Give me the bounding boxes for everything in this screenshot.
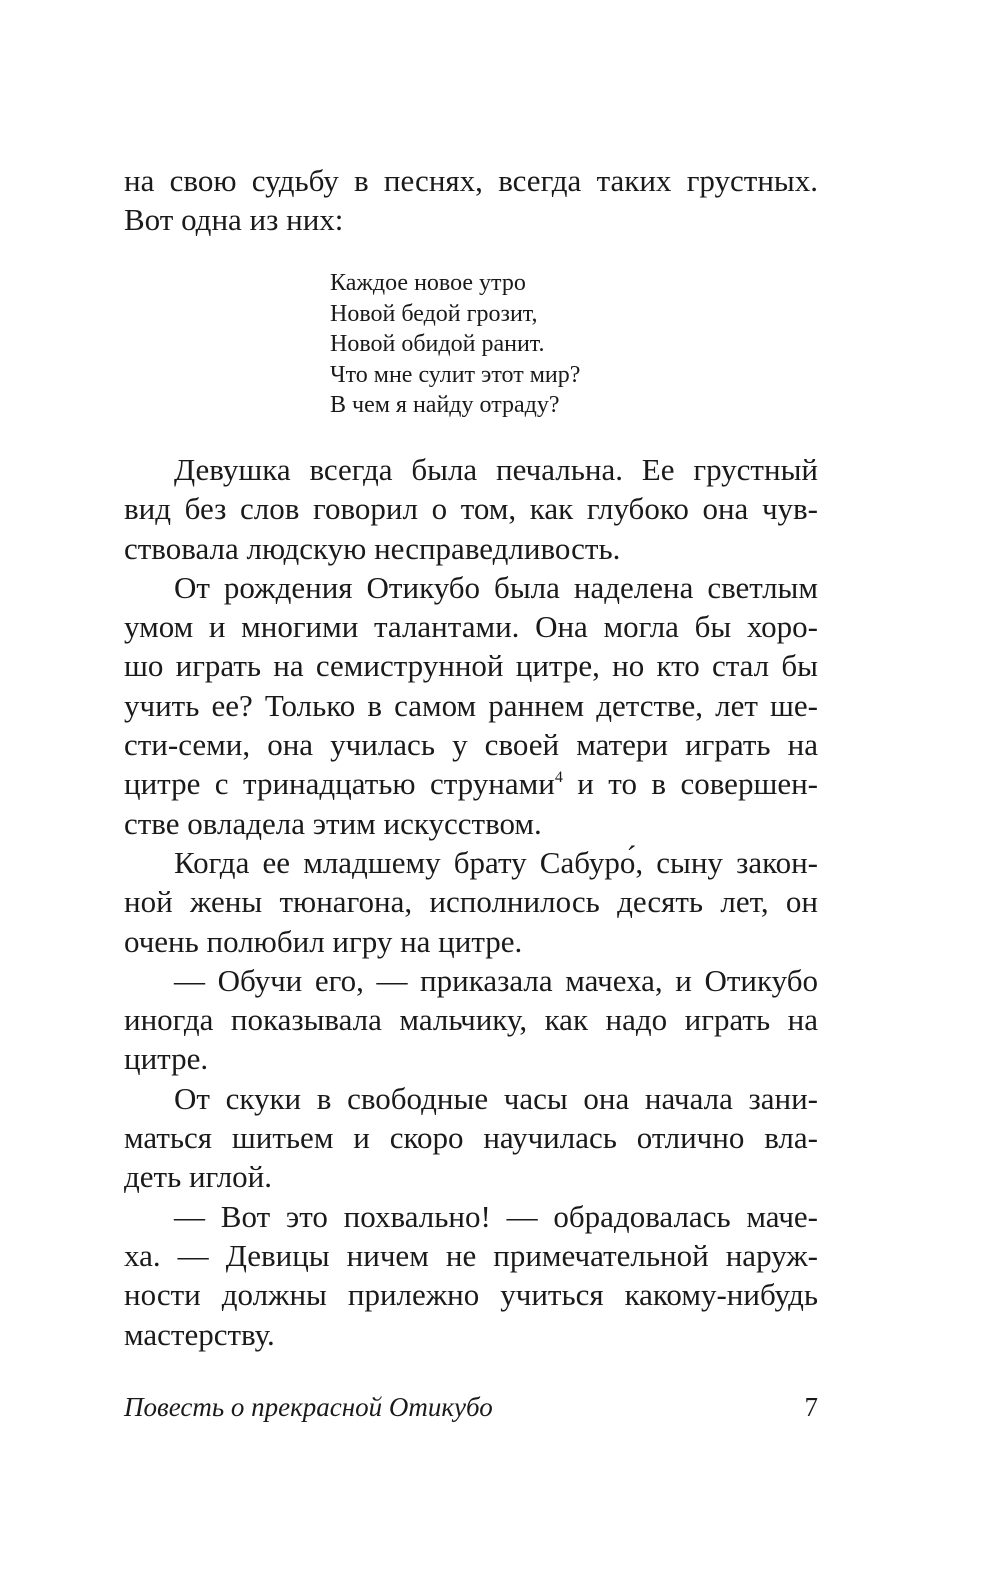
- footnote-marker[interactable]: 4: [554, 769, 563, 787]
- page-footer: [124, 1390, 818, 1424]
- text-line: шо играть на семиструнной цитре, но кто стал бы: [124, 648, 818, 684]
- text-line: [124, 764, 818, 803]
- text-line: сти-семи, она училась у своей матери играть на: [124, 727, 818, 763]
- text-line: ствовала людскую несправедливость.: [124, 530, 621, 566]
- text-top: [124, 161, 818, 240]
- poem-line: Что мне сулит этот мир?: [330, 361, 581, 388]
- poem-line: В чем я найду отраду?: [330, 392, 560, 418]
- text-line: ной жены тюнагона, исполнилось десять лет, он: [124, 884, 818, 920]
- text-line: вид без слов говорил о том, как глубоко она чув-: [124, 491, 818, 527]
- text-line: деть иглой.: [124, 1159, 273, 1195]
- text-line: на свою судьбу в песнях, всегда таких грустных.: [124, 163, 818, 198]
- text-line: маться шитьем и скоро научилась отлично вла-: [124, 1120, 818, 1156]
- text-line: — Вот это похвально! — обрадовалась маче-: [174, 1198, 818, 1234]
- text-line: ности должны прилежно учиться какому-нибудь: [124, 1277, 818, 1313]
- text-line: От скуки в свободные часы она начала зани-: [174, 1080, 818, 1116]
- text-line: очень полюбил игру на цитре.: [124, 923, 523, 959]
- text-line: Когда ее младшему брату Сабуро́, сыну закон-: [174, 844, 818, 880]
- text-line: — Обучи его, — приказала мачеха, и Отикубо: [174, 962, 818, 998]
- text-line: цитре.: [124, 1041, 209, 1077]
- text-line: умом и многими талантами. Она могла бы хоро-: [124, 609, 818, 645]
- text-line: От рождения Отикубо была наделена светлым: [174, 569, 818, 605]
- text-line: иногда показывала мальчику, как надо играть на: [124, 1002, 818, 1038]
- text-segment: цитре с тринадцатью струнами: [124, 766, 555, 802]
- text-segment: и то в совершен-: [562, 766, 818, 802]
- text-line: учить ее? Только в самом раннем детстве, лет ше-: [124, 687, 818, 723]
- text-line: Вот одна из них:: [124, 202, 344, 238]
- poem-line: Новой обидой ранит.: [330, 331, 545, 357]
- page-number: 7: [804, 1392, 818, 1422]
- poem: [330, 268, 580, 421]
- text-line: стве овладела этим искусством.: [124, 805, 542, 841]
- text-line: мастерству.: [124, 1316, 275, 1352]
- body-text: [124, 450, 818, 1354]
- text-line: ха. — Девицы ничем не примечательной наруж-: [124, 1237, 818, 1273]
- poem-line: Каждое новое утро: [330, 270, 526, 296]
- poem-line: Новой бедой грозит,: [330, 300, 538, 327]
- text-line: Девушка всегда была печальна. Ее грустный: [174, 452, 818, 487]
- running-title: Повесть о прекрасной Отикубо: [124, 1392, 493, 1422]
